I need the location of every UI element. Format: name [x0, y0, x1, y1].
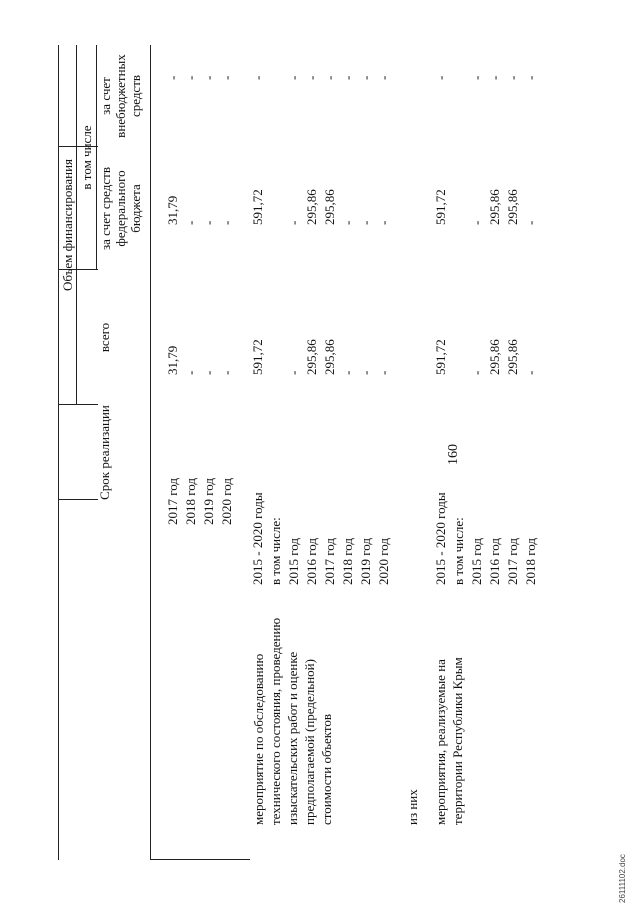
row-offbudget: - [523, 75, 538, 80]
row-period: 2015 - 2020 годы [250, 492, 265, 585]
document-id: 26111102.doc [618, 854, 627, 903]
page-number: 160 [446, 444, 461, 465]
row-total: 591,72 [250, 339, 265, 375]
row-federal: - [469, 220, 484, 225]
row-federal: - [523, 220, 538, 225]
row-federal: 295,86 [505, 189, 520, 225]
header-total: всего [97, 322, 112, 353]
table-top-rule [58, 45, 59, 860]
row-period: в том числе: [268, 517, 283, 585]
row-federal: - [376, 220, 391, 225]
group-name: из них [405, 789, 420, 825]
row-total: 295,86 [505, 339, 520, 375]
row-period: 2017 год [165, 478, 180, 525]
row-offbudget: - [358, 75, 373, 80]
row-offbudget: - [183, 75, 198, 80]
header-financing-volume: Объем финансирования [60, 158, 75, 292]
row-total: - [523, 370, 538, 375]
row-federal: - [286, 220, 301, 225]
left-border [150, 859, 250, 860]
row-period: 2018 год [340, 538, 355, 585]
row-period: 2015 - 2020 годы [433, 492, 448, 585]
row-period: 2020 год [219, 478, 234, 525]
row-total: - [358, 370, 373, 375]
header-rule-including [96, 45, 97, 270]
row-total: 31,79 [165, 345, 180, 375]
row-federal: 295,86 [304, 189, 319, 225]
row-offbudget: - [505, 75, 520, 80]
row-total: - [376, 370, 391, 375]
header-offbudget: за счет внебюджетных средств [98, 54, 143, 138]
row-period: 2020 год [376, 538, 391, 585]
header-including: в том числе [79, 125, 94, 190]
row-total: - [183, 370, 198, 375]
row-offbudget: - [165, 75, 180, 80]
row-period: 2018 год [183, 478, 198, 525]
row-total: 295,86 [304, 339, 319, 375]
row-federal: 31,79 [165, 195, 180, 225]
header-rule-volume [76, 45, 77, 405]
row-federal: - [340, 220, 355, 225]
header-federal: за счет средств федерального бюджета [98, 167, 143, 250]
row-offbudget: - [286, 75, 301, 80]
row-offbudget: - [433, 75, 448, 80]
header-period: Срок реализации [97, 405, 112, 500]
row-period: 2016 год [487, 538, 502, 585]
row-period: 2019 год [201, 478, 216, 525]
row-offbudget: - [201, 75, 216, 80]
row-total: - [469, 370, 484, 375]
row-federal: - [219, 220, 234, 225]
row-total: - [219, 370, 234, 375]
row-federal: 591,72 [433, 189, 448, 225]
row-total: - [286, 370, 301, 375]
row-period: 2019 год [358, 538, 373, 585]
row-federal: 295,86 [322, 189, 337, 225]
row-offbudget: - [469, 75, 484, 80]
row-period: 2018 год [523, 538, 538, 585]
group-name: мероприятия, реализуемые на территории Республики Крым [433, 657, 465, 825]
row-period: 2016 год [304, 538, 319, 585]
row-period: 2015 год [286, 538, 301, 585]
row-offbudget: - [376, 75, 391, 80]
row-period: в том числе: [451, 517, 466, 585]
row-federal: 591,72 [250, 189, 265, 225]
row-total: 591,72 [433, 339, 448, 375]
row-period: 2017 год [505, 538, 520, 585]
row-offbudget: - [304, 75, 319, 80]
row-offbudget: - [487, 75, 502, 80]
row-period: 2017 год [322, 538, 337, 585]
table-header-bottom-rule [150, 45, 151, 860]
row-federal: - [201, 220, 216, 225]
row-total: 295,86 [322, 339, 337, 375]
row-offbudget: - [250, 75, 265, 80]
row-period: 2015 год [469, 538, 484, 585]
row-total: - [340, 370, 355, 375]
header-divider-period [58, 499, 98, 500]
row-offbudget: - [219, 75, 234, 80]
row-federal: - [358, 220, 373, 225]
row-offbudget: - [322, 75, 337, 80]
row-total: 295,86 [487, 339, 502, 375]
row-federal: - [183, 220, 198, 225]
row-federal: 295,86 [487, 189, 502, 225]
group-name: мероприятие по обследованию технического состояния, проведению изыскательских работ и оценке предполагаемой (предельной) стоимости объектов [251, 617, 334, 825]
row-offbudget: - [340, 75, 355, 80]
row-total: - [201, 370, 216, 375]
